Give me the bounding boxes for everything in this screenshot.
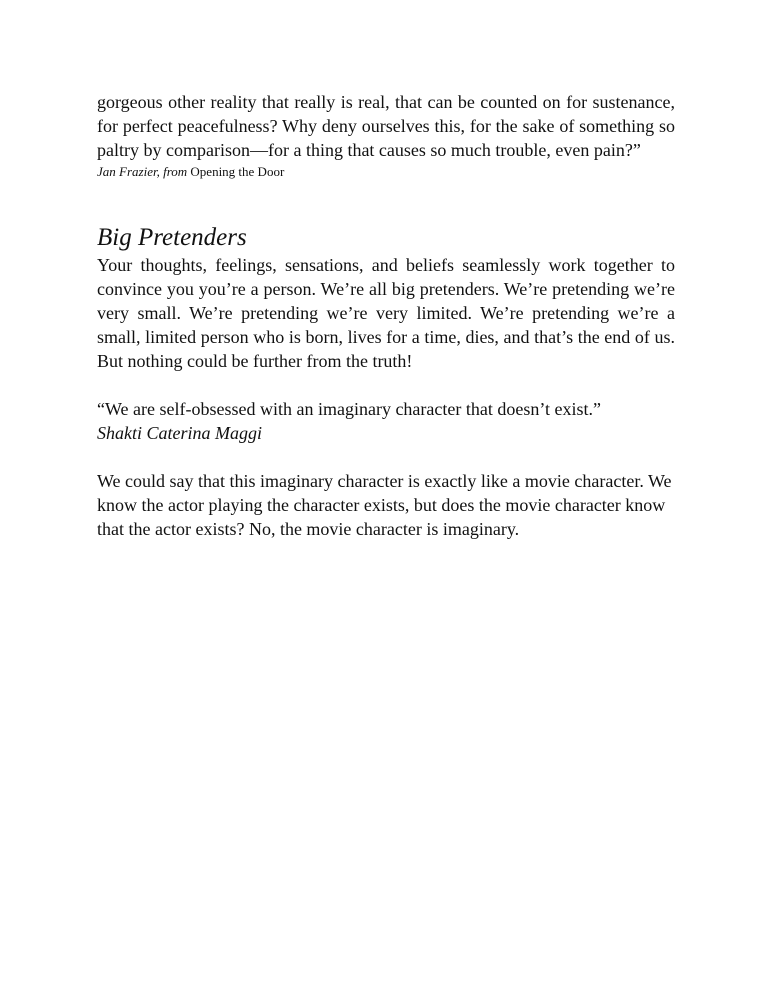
document-page xyxy=(97,90,675,541)
section-paragraph-1: Your thoughts, feelings, sensations, and beliefs seamlessly work together to convince you you’re a person. We’re all big pretenders. We’re pretending we’re very small. We’re pretending we’re very limited. We’re pretending we’re a small, limited person who is born, lives for a time, dies, and that’s the end of us. But nothing could be further from the truth! xyxy=(97,255,675,371)
opening-quote-text: gorgeous other reality that really is real, that can be counted on for sustenance, for perfect peacefulness? Why deny ourselves this, for the sake of something so paltry by comparison—for a thing that causes so much trouble, even pain?” xyxy=(97,92,675,160)
section-heading: Big Pretenders xyxy=(97,224,247,251)
section-paragraph-2: We could say that this imaginary character is exactly like a movie character. We know the actor playing the character exists, but does the movie character know that the actor exists? No, the movie character is imaginary. xyxy=(97,471,672,539)
attribution-author: Jan Frazier, from xyxy=(97,164,188,179)
attribution-title: Opening the Door xyxy=(187,164,285,179)
pull-quote: “We are self-obsessed with an imaginary character that doesn’t exist.” xyxy=(97,399,602,419)
pull-quote-author: Shakti Caterina Maggi xyxy=(97,423,262,443)
opening-quote-attribution xyxy=(97,163,675,180)
